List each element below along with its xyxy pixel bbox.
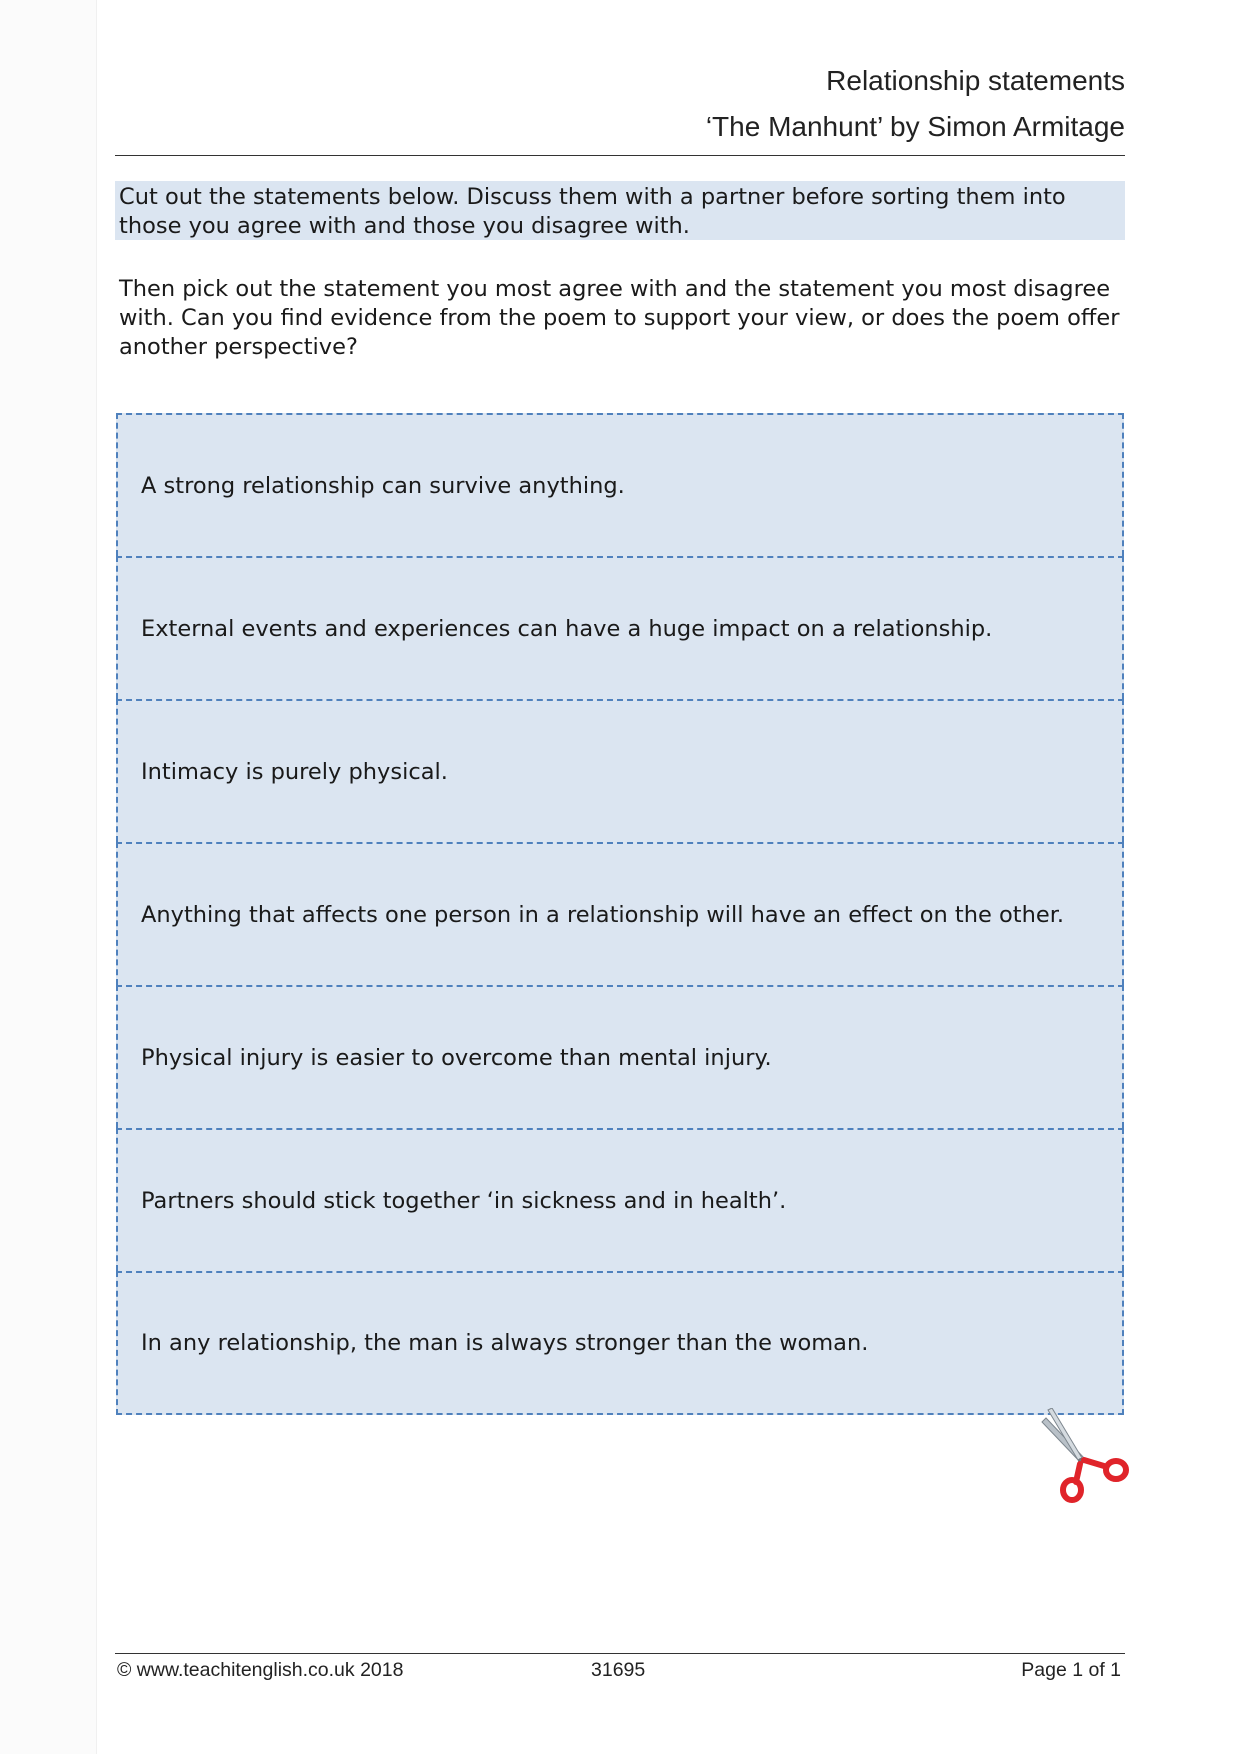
statement-card[interactable] [116,985,1124,1128]
statement-card[interactable] [116,699,1124,842]
footer-page-number: Page 1 of 1 [1021,1659,1121,1681]
statement-text: Partners should stick together ‘in sickness and in health’. [141,1187,787,1214]
footer-copyright: © www.teachitenglish.co.uk 2018 [117,1659,404,1681]
statement-text: External events and experiences can have a huge impact on a relationship. [141,615,993,642]
page-header [115,64,1125,144]
page-subtitle: ‘The Manhunt’ by Simon Armitage [705,111,1125,142]
statement-card[interactable] [116,556,1124,699]
statement-card[interactable] [116,1271,1124,1415]
statement-text: A strong relationship can survive anything. [141,472,625,499]
instruction-follow-up: Then pick out the statement you most agree with and the statement you most disagree with. Can you find evidence from the poem to support your view, or does the poem offer another perspective? [119,276,1120,360]
statement-card[interactable] [116,413,1124,556]
footer-resource-code: 31695 [591,1659,646,1681]
page-footer [115,1659,1125,1687]
instruction-highlight: Cut out the statements below. Discuss them with a partner before sorting them into those you agree with and those you disagree with. [115,181,1125,240]
page-margin-shade [0,0,97,1754]
statement-text: Intimacy is purely physical. [141,758,448,785]
statement-cards [116,413,1124,1413]
statement-card[interactable] [116,842,1124,985]
footer-divider [115,1653,1125,1654]
statement-text: In any relationship, the man is always stronger than the woman. [141,1330,869,1356]
statement-text: Physical injury is easier to overcome than mental injury. [141,1044,772,1071]
statement-text: Anything that affects one person in a relationship will have an effect on the other. [141,901,1065,928]
statement-card[interactable] [116,1128,1124,1271]
header-divider [115,155,1125,156]
page-title: Relationship statements [826,65,1125,96]
scissors-icon [1040,1408,1130,1504]
